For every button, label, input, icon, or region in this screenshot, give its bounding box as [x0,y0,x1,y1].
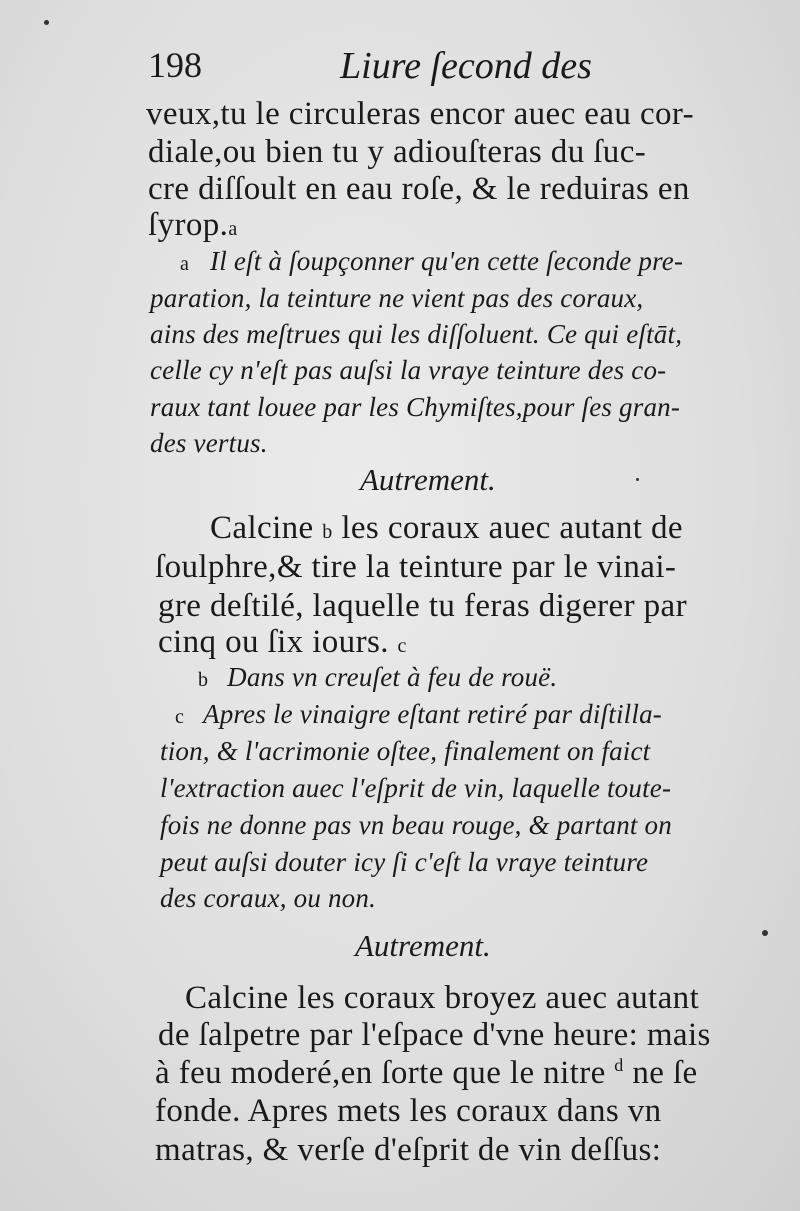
text-line: veux,tu le circuleras encor auec eau cor- [146,96,695,132]
text-fragment: cinq ou ſix iours. [158,624,389,660]
note-line: des vertus. [150,428,268,458]
note-marker: b [322,521,333,543]
note-line: des coraux, ou non. [160,883,377,913]
note-line: ains des meſtrues qui les diſſoluent. Ce qui eſtāt, [150,319,683,349]
note-line: l'extraction auec l'eſprit de vin, laquelle toute- [160,773,672,803]
note-line: tion, & l'acrimonie oſtee, finalement on faict [160,736,651,766]
note-marker: a [228,218,238,240]
text-line: Calcine les coraux broyez auec autant [185,980,700,1016]
text-line: gre deſtilé, laquelle tu feras digerer par [158,588,687,624]
note-marker: b [198,669,209,691]
text-line [0,510,800,547]
note-marker: d [614,1055,624,1075]
note-line: peut auſsi douter icy ſi c'eſt la vraye teinture [160,847,649,877]
section-heading: Autrement. [360,462,496,497]
running-title: Liure ſecond des [340,45,592,87]
text-line: de ſalpetre par l'eſpace d'vne heure: mais [158,1017,711,1053]
text-line [0,1055,800,1092]
text-fragment: ne ſe [632,1055,698,1091]
text-line: diale,ou bien tu y adiouſteras du ſuc- [148,134,647,170]
note-line [0,246,800,277]
section-heading: Autrement. [355,928,491,963]
text-line: ſoulphre,& tire la teinture par le vinai- [155,549,677,585]
text-line: fonde. Apres mets les coraux dans vn [155,1093,662,1129]
text-fragment: les coraux auec autant de [341,510,683,546]
text-line: cre diſſoult en eau roſe, & le reduiras en [148,171,690,207]
text-fragment: Calcine [210,510,314,546]
text-line [0,624,800,661]
page-number: 198 [148,45,202,85]
text-fragment: ſyrop. [148,207,229,243]
text-line [0,207,800,244]
note-marker: a [180,253,190,275]
text-fragment: Apres le vinaigre eſtant retiré par diſtilla- [203,699,662,729]
note-line: raux tant louee par les Chymiſtes,pour ſes gran- [150,392,681,422]
note-marker: c [397,635,407,657]
note-line: paration, la teinture ne vient pas des coraux, [150,283,644,313]
ink-speck [636,478,639,481]
ink-speck [762,930,768,936]
note-line: fois ne donne pas vn beau rouge, & partant on [160,810,672,840]
note-marker: c [175,706,185,728]
text-fragment: Il eſt à ſoupçonner qu'en cette ſeconde pre- [210,246,684,276]
text-line: matras, & verſe d'eſprit de vin deſſus: [155,1132,662,1168]
note-line [0,699,800,730]
note-line: celle cy n'eſt pas auſsi la vraye teinture des co- [150,355,667,385]
note-line [0,662,800,693]
text-fragment: Dans vn creuſet à feu de rouë. [227,662,558,692]
text-fragment: à feu moderé,en ſorte que le nitre [155,1055,606,1091]
ink-speck [44,20,49,25]
